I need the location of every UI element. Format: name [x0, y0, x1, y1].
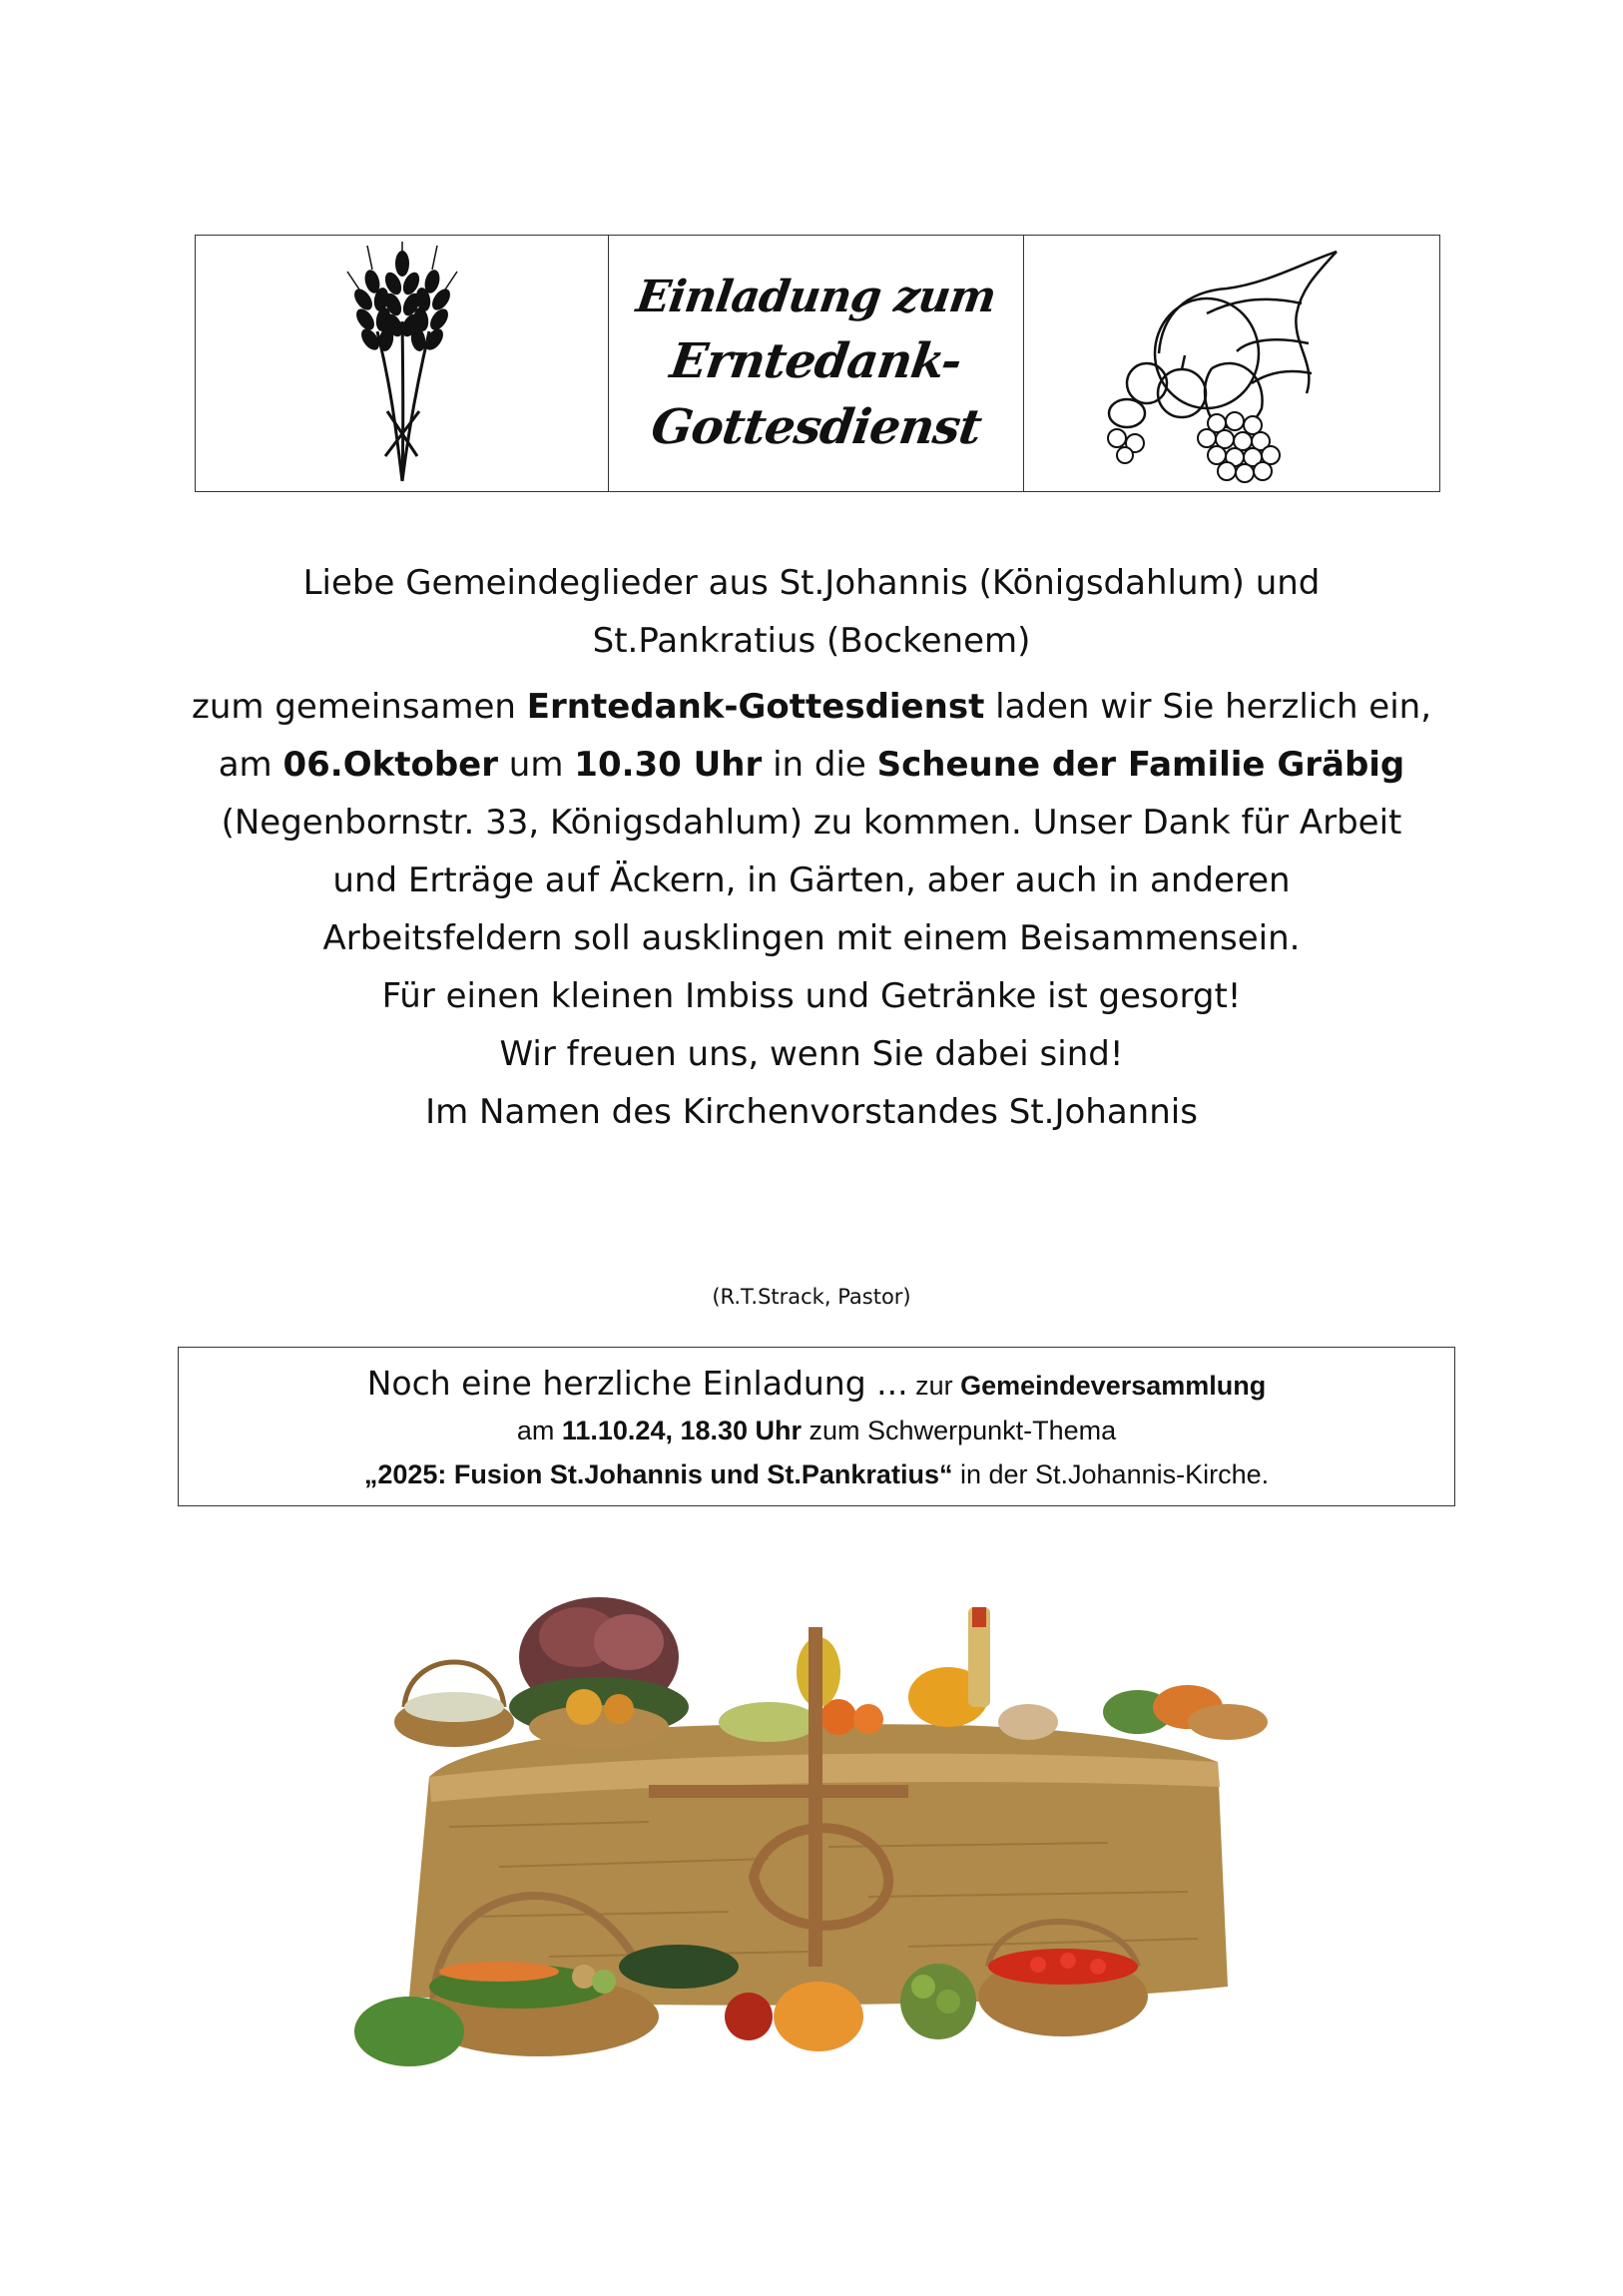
greeting-line-2: St.Pankratius (Bockenem) — [592, 621, 1031, 661]
notice-assembly-name: Gemeindeversammlung — [960, 1371, 1267, 1401]
notice-topic: „2025: Fusion St.Johannis und St.Pankratius“ — [363, 1459, 953, 1489]
body-line-1-pre: zum gemeinsamen — [191, 687, 527, 727]
notice-line-3 — [179, 1453, 1454, 1495]
assembly-notice-box — [178, 1347, 1455, 1506]
notice-line-2-pre: am — [516, 1416, 562, 1445]
title-cell — [609, 236, 1024, 491]
header-table — [195, 235, 1440, 492]
notice-line-1-mid: zur — [907, 1371, 961, 1401]
harvest-display-image — [349, 1547, 1278, 2086]
body-line-1-post: laden wir Sie herzlich ein, — [984, 687, 1432, 727]
notice-datetime: 11.10.24, 18.30 Uhr — [561, 1416, 803, 1445]
invitation-body — [160, 554, 1463, 1141]
event-time: 10.30 Uhr — [574, 745, 763, 785]
body-line-2-mid: um — [498, 745, 575, 785]
notice-line-2-post: zum Schwerpunkt-Thema — [802, 1416, 1117, 1445]
body-line-1 — [160, 678, 1463, 736]
signature: (R.T.Strack, Pastor) — [712, 1285, 911, 1309]
service-name: Erntedank-Gottesdienst — [526, 687, 985, 727]
event-place: Scheune der Familie Gräbig — [876, 745, 1405, 785]
body-line-2-pre: am — [218, 745, 283, 785]
invitation-title-line-2: Erntedank- — [667, 333, 965, 389]
body-line-6: Für einen kleinen Imbiss und Getränke ist gesorgt! — [381, 976, 1242, 1016]
invitation-title-line-1: Einladung zum — [633, 272, 999, 322]
body-line-8: Im Namen des Kirchenvorstandes St.Johannis — [425, 1092, 1198, 1132]
cornucopia-icon — [1087, 244, 1376, 483]
body-line-7: Wir freuen uns, wenn Sie dabei sind! — [499, 1034, 1124, 1074]
notice-line-2 — [179, 1408, 1454, 1453]
invitation-title-line-3: Gottesdienst — [647, 399, 985, 455]
cornucopia-cell — [1024, 236, 1439, 491]
notice-line-1 — [179, 1362, 1454, 1408]
notice-line-3-post: in der St.Johannis-Kirche. — [952, 1459, 1270, 1489]
event-date: 06.Oktober — [282, 745, 498, 785]
body-line-2-mid2: in die — [762, 745, 877, 785]
body-line-3: (Negenbornstr. 33, Königsdahlum) zu kommen. Unser Dank für Arbeit — [221, 803, 1402, 843]
body-line-4: und Erträge auf Äckern, in Gärten, aber auch in anderen — [332, 861, 1291, 900]
body-line-2 — [160, 736, 1463, 794]
greeting-line-1: Liebe Gemeindeglieder aus St.Johannis (Königsdahlum) und — [302, 563, 1321, 603]
wheat-icon — [337, 242, 467, 486]
wheat-cell — [196, 236, 609, 491]
body-line-5: Arbeitsfeldern soll ausklingen mit einem Beisammensein. — [322, 918, 1301, 958]
notice-lead: Noch eine herzliche Einladung ... — [366, 1364, 908, 1403]
